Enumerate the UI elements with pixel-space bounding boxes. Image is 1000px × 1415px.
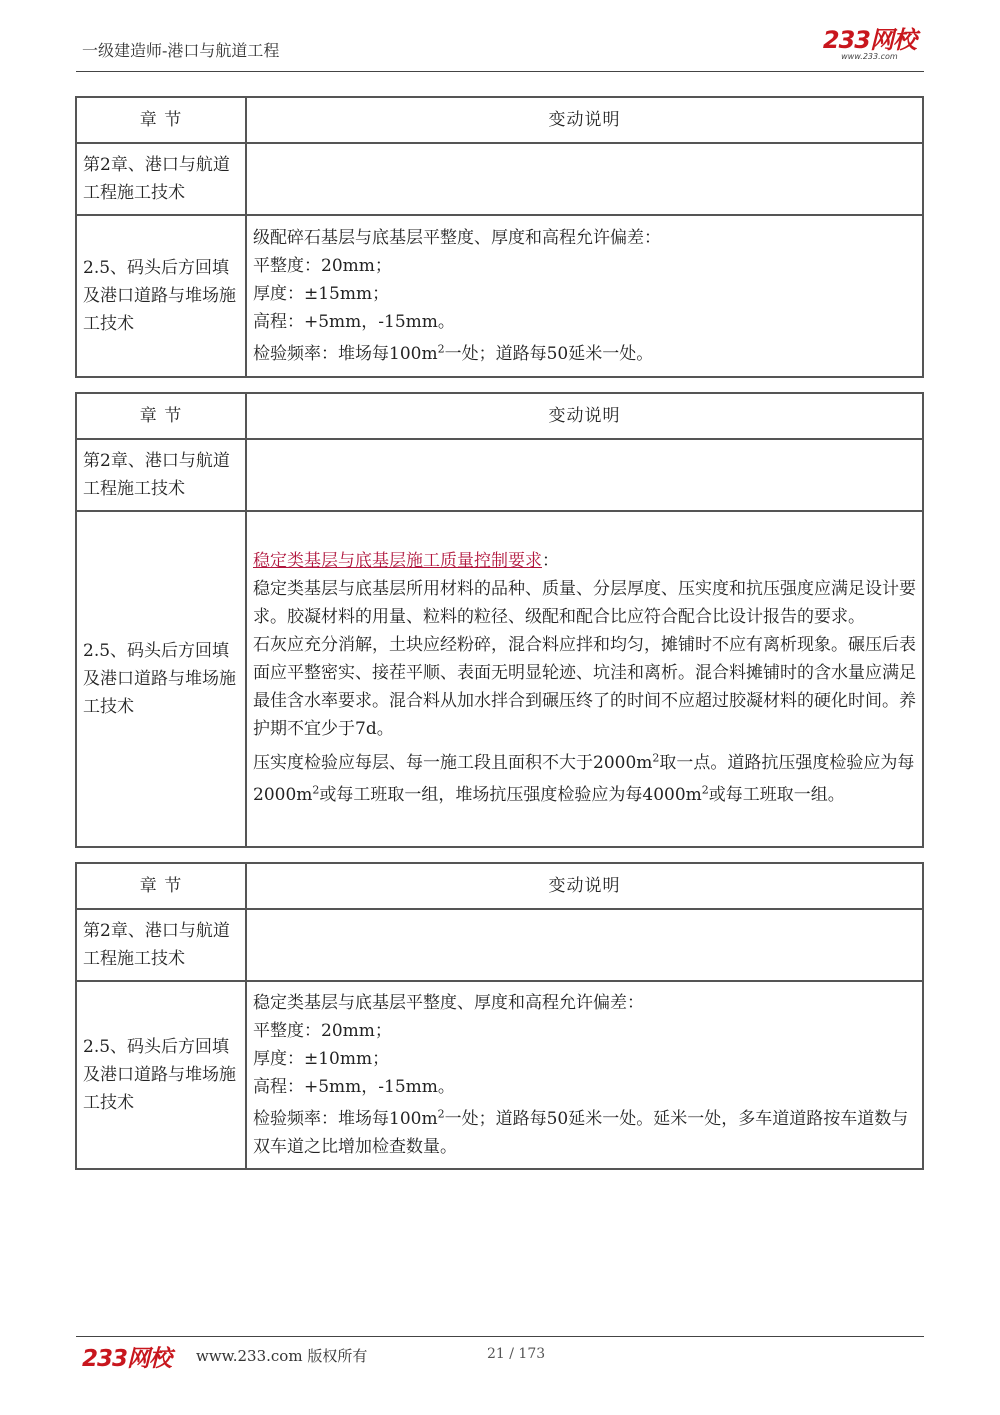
- desc-text: 一处；道路每50延米一处。延米一处，多车道道路按车道数与双车道之比增加检查数量。: [253, 1109, 909, 1157]
- desc-line: 高程：+5mm，-15mm。: [253, 1077, 455, 1097]
- desc-line: [253, 340, 916, 368]
- desc-text: 或每工班取一组。: [708, 785, 845, 805]
- page-number: 21 / 173: [487, 1346, 546, 1362]
- chapter-cell: 第2章、港口与航道工程施工技术: [76, 909, 246, 981]
- table-row: [76, 981, 923, 1169]
- col-header-desc: 变动说明: [246, 393, 923, 439]
- table-row: [76, 215, 923, 377]
- highlight-heading: 稳定类基层与底基层施工质量控制要求: [253, 551, 542, 571]
- col-header-chapter: 章 节: [76, 97, 246, 143]
- header-divider: [76, 71, 924, 72]
- footer-divider: [76, 1336, 924, 1337]
- section-cell: 2.5、码头后方回填及港口道路与堆场施工技术: [76, 981, 246, 1169]
- col-header-chapter: 章 节: [76, 863, 246, 909]
- desc-heading-line: [253, 547, 916, 575]
- col-header-chapter: 章 节: [76, 393, 246, 439]
- change-table-1: [75, 96, 924, 378]
- desc-line: 平整度：20mm；: [253, 1021, 392, 1041]
- desc-cell: [246, 981, 923, 1169]
- change-table-2: [75, 392, 924, 848]
- footer-logo: 233网校: [82, 1346, 172, 1372]
- logo-text: 233网校: [822, 26, 916, 54]
- empty-desc-cell: [246, 909, 923, 981]
- document-title: 一级建造师-港口与航道工程: [82, 41, 280, 60]
- logo-url: www.233.com: [841, 52, 898, 61]
- table-header-row: [76, 97, 923, 143]
- superscript: 2: [437, 1107, 445, 1121]
- superscript: 2: [652, 751, 660, 765]
- section-cell: 2.5、码头后方回填及港口道路与堆场施工技术: [76, 215, 246, 377]
- desc-line: [253, 1105, 916, 1161]
- desc-text: 一处；道路每50延米一处。: [444, 344, 654, 364]
- superscript: 2: [437, 342, 445, 356]
- section-cell: 2.5、码头后方回填及港口道路与堆场施工技术: [76, 511, 246, 847]
- empty-desc-cell: [246, 143, 923, 215]
- desc-line: 级配碎石基层与底基层平整度、厚度和高程允许偏差：: [253, 228, 661, 248]
- empty-desc-cell: [246, 439, 923, 511]
- chapter-cell: 第2章、港口与航道工程施工技术: [76, 143, 246, 215]
- brand-logo: [823, 28, 916, 61]
- table-header-row: [76, 393, 923, 439]
- chapter-cell: 第2章、港口与航道工程施工技术: [76, 439, 246, 511]
- desc-text: 检验频率：堆场每100m: [253, 1109, 438, 1129]
- desc-paragraph: 稳定类基层与底基层所用材料的品种、质量、分层厚度、压实度和抗压强度应满足设计要求。胶凝材料的用量、粒料的粒径、级配和配合比应符合配合比设计报告的要求。: [253, 579, 916, 627]
- col-header-desc: 变动说明: [246, 863, 923, 909]
- desc-paragraph: 石灰应充分消解，土块应经粉碎，混合料应拌和均匀，摊铺时不应有离析现象。碾压后表面应平整密实、接茬平顺、表面无明显轮迹、坑洼和离析。混合料摊铺时的含水量应满足最佳含水率要求。混合料从加水拌合到碾压终了的时间不应超过胶凝材料的硬化时间。养护期不宜少于7d。: [253, 635, 916, 739]
- desc-cell: [246, 215, 923, 377]
- footer-copyright: www.233.com 版权所有: [196, 1347, 368, 1365]
- col-header-desc: 变动说明: [246, 97, 923, 143]
- desc-text: 取一点。道路抗压强度检验应为每2000m: [253, 753, 915, 805]
- desc-text: ：: [542, 551, 559, 571]
- desc-line: 稳定类基层与底基层平整度、厚度和高程允许偏差：: [253, 993, 644, 1013]
- table-row: [76, 143, 923, 215]
- desc-line: 厚度：±15mm；: [253, 284, 390, 304]
- table-row: [76, 511, 923, 847]
- desc-text: 压实度检验应每层、每一施工段且面积不大于2000m: [253, 753, 653, 773]
- desc-cell: [246, 511, 923, 847]
- desc-line: 高程：+5mm，-15mm。: [253, 312, 455, 332]
- superscript: 2: [312, 783, 320, 797]
- superscript: 2: [701, 783, 709, 797]
- desc-line: 厚度：±10mm；: [253, 1049, 390, 1069]
- table-header-row: [76, 863, 923, 909]
- change-table-3: [75, 862, 924, 1170]
- desc-text: 检验频率：堆场每100m: [253, 344, 438, 364]
- desc-line: 平整度：20mm；: [253, 256, 392, 276]
- desc-paragraph: [253, 747, 916, 811]
- desc-text: 或每工班取一组，堆场抗压强度检验应为每4000m: [319, 785, 702, 805]
- table-row: [76, 439, 923, 511]
- table-row: [76, 909, 923, 981]
